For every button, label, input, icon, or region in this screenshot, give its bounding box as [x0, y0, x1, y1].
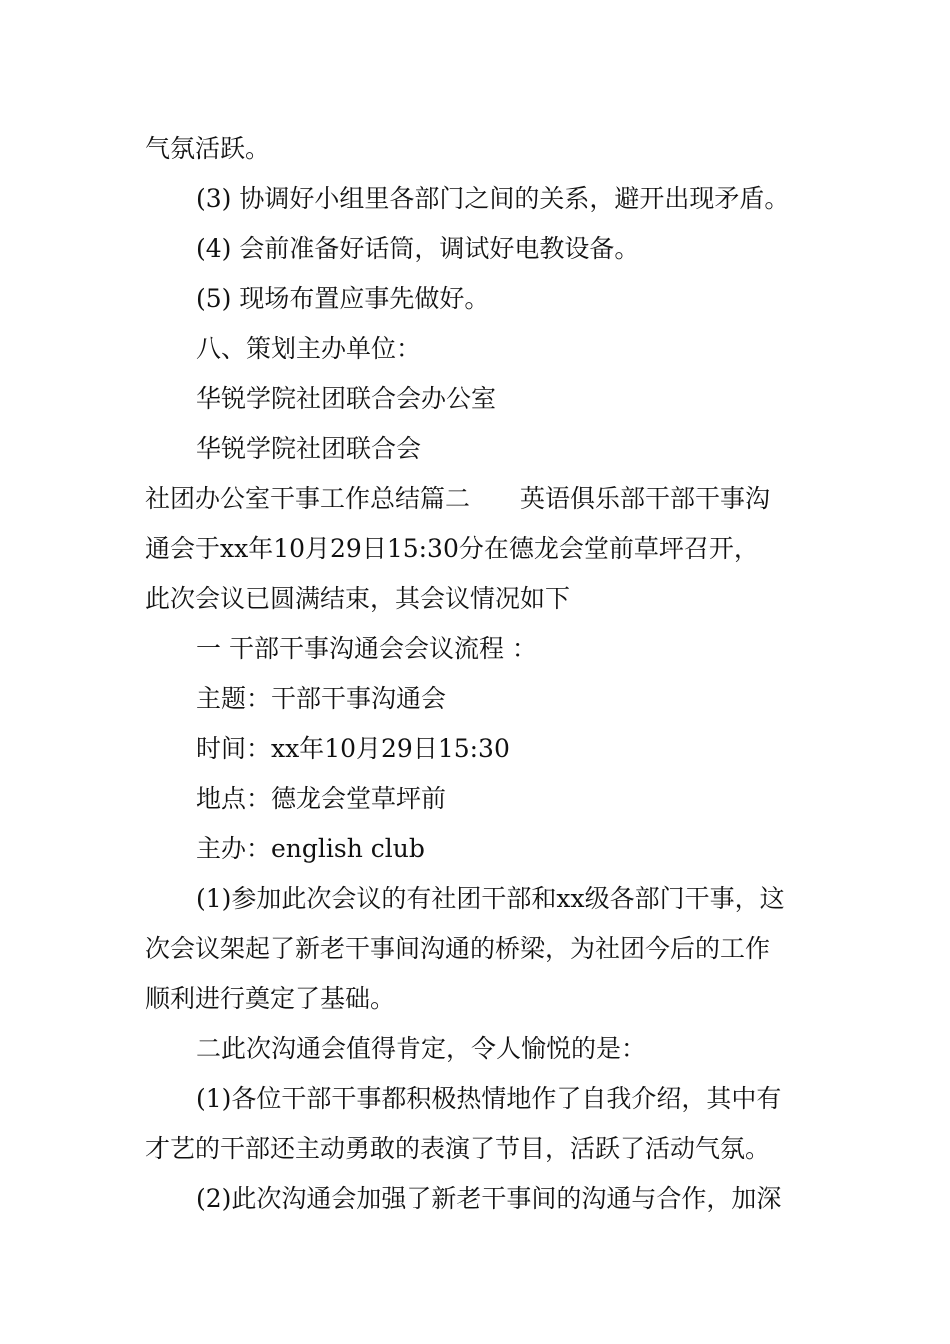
organizer-federation: 华锐学院社团联合会: [196, 434, 422, 463]
text-line-item-5: (5) 现场布置应事先做好。: [196, 284, 490, 313]
paragraph-line: (1)参加此次会议的有社团干部和xx级各部门干事，这: [196, 884, 785, 913]
paragraph-line: 通会于xx年10月29日15:30分在德龙会堂前草坪召开，: [145, 534, 759, 563]
text-line-continuation: 气氛活跃。: [145, 134, 271, 163]
article-title-line: 社团办公室干事工作总结篇二 英语俱乐部干部干事沟: [145, 484, 771, 513]
meeting-location: 地点：德龙会堂草坪前: [196, 784, 447, 813]
text-line-item-3: (3) 协调好小组里各部门之间的关系，避开出现矛盾。: [196, 184, 790, 213]
paragraph-line: 顺利进行奠定了基础。: [145, 984, 396, 1013]
section-heading-process: 一 干部干事沟通会会议流程 ：: [196, 634, 537, 663]
paragraph-line: (2)此次沟通会加强了新老干事间的沟通与合作，加深: [196, 1184, 782, 1213]
paragraph-line: (1)各位干部干事都积极热情地作了自我介绍，其中有: [196, 1084, 782, 1113]
section-heading-organizer: 八、策划主办单位：: [196, 334, 422, 363]
text-line-item-4: (4) 会前准备好话筒，调试好电教设备。: [196, 234, 640, 263]
paragraph-line: 此次会议已圆满结束，其会议情况如下: [145, 584, 571, 613]
section-heading-highlights: 二此次沟通会值得肯定，令人愉悦的是：: [196, 1034, 647, 1063]
organizer-office: 华锐学院社团联合会办公室: [196, 384, 497, 413]
meeting-host: 主办：english club: [196, 834, 425, 863]
meeting-time: 时间：xx年10月29日15:30: [196, 734, 510, 763]
paragraph-line: 才艺的干部还主动勇敢的表演了节目，活跃了活动气氛。: [145, 1134, 771, 1163]
meeting-topic: 主题：干部干事沟通会: [196, 684, 447, 713]
paragraph-line: 次会议架起了新老干事间沟通的桥梁，为社团今后的工作: [145, 934, 771, 963]
